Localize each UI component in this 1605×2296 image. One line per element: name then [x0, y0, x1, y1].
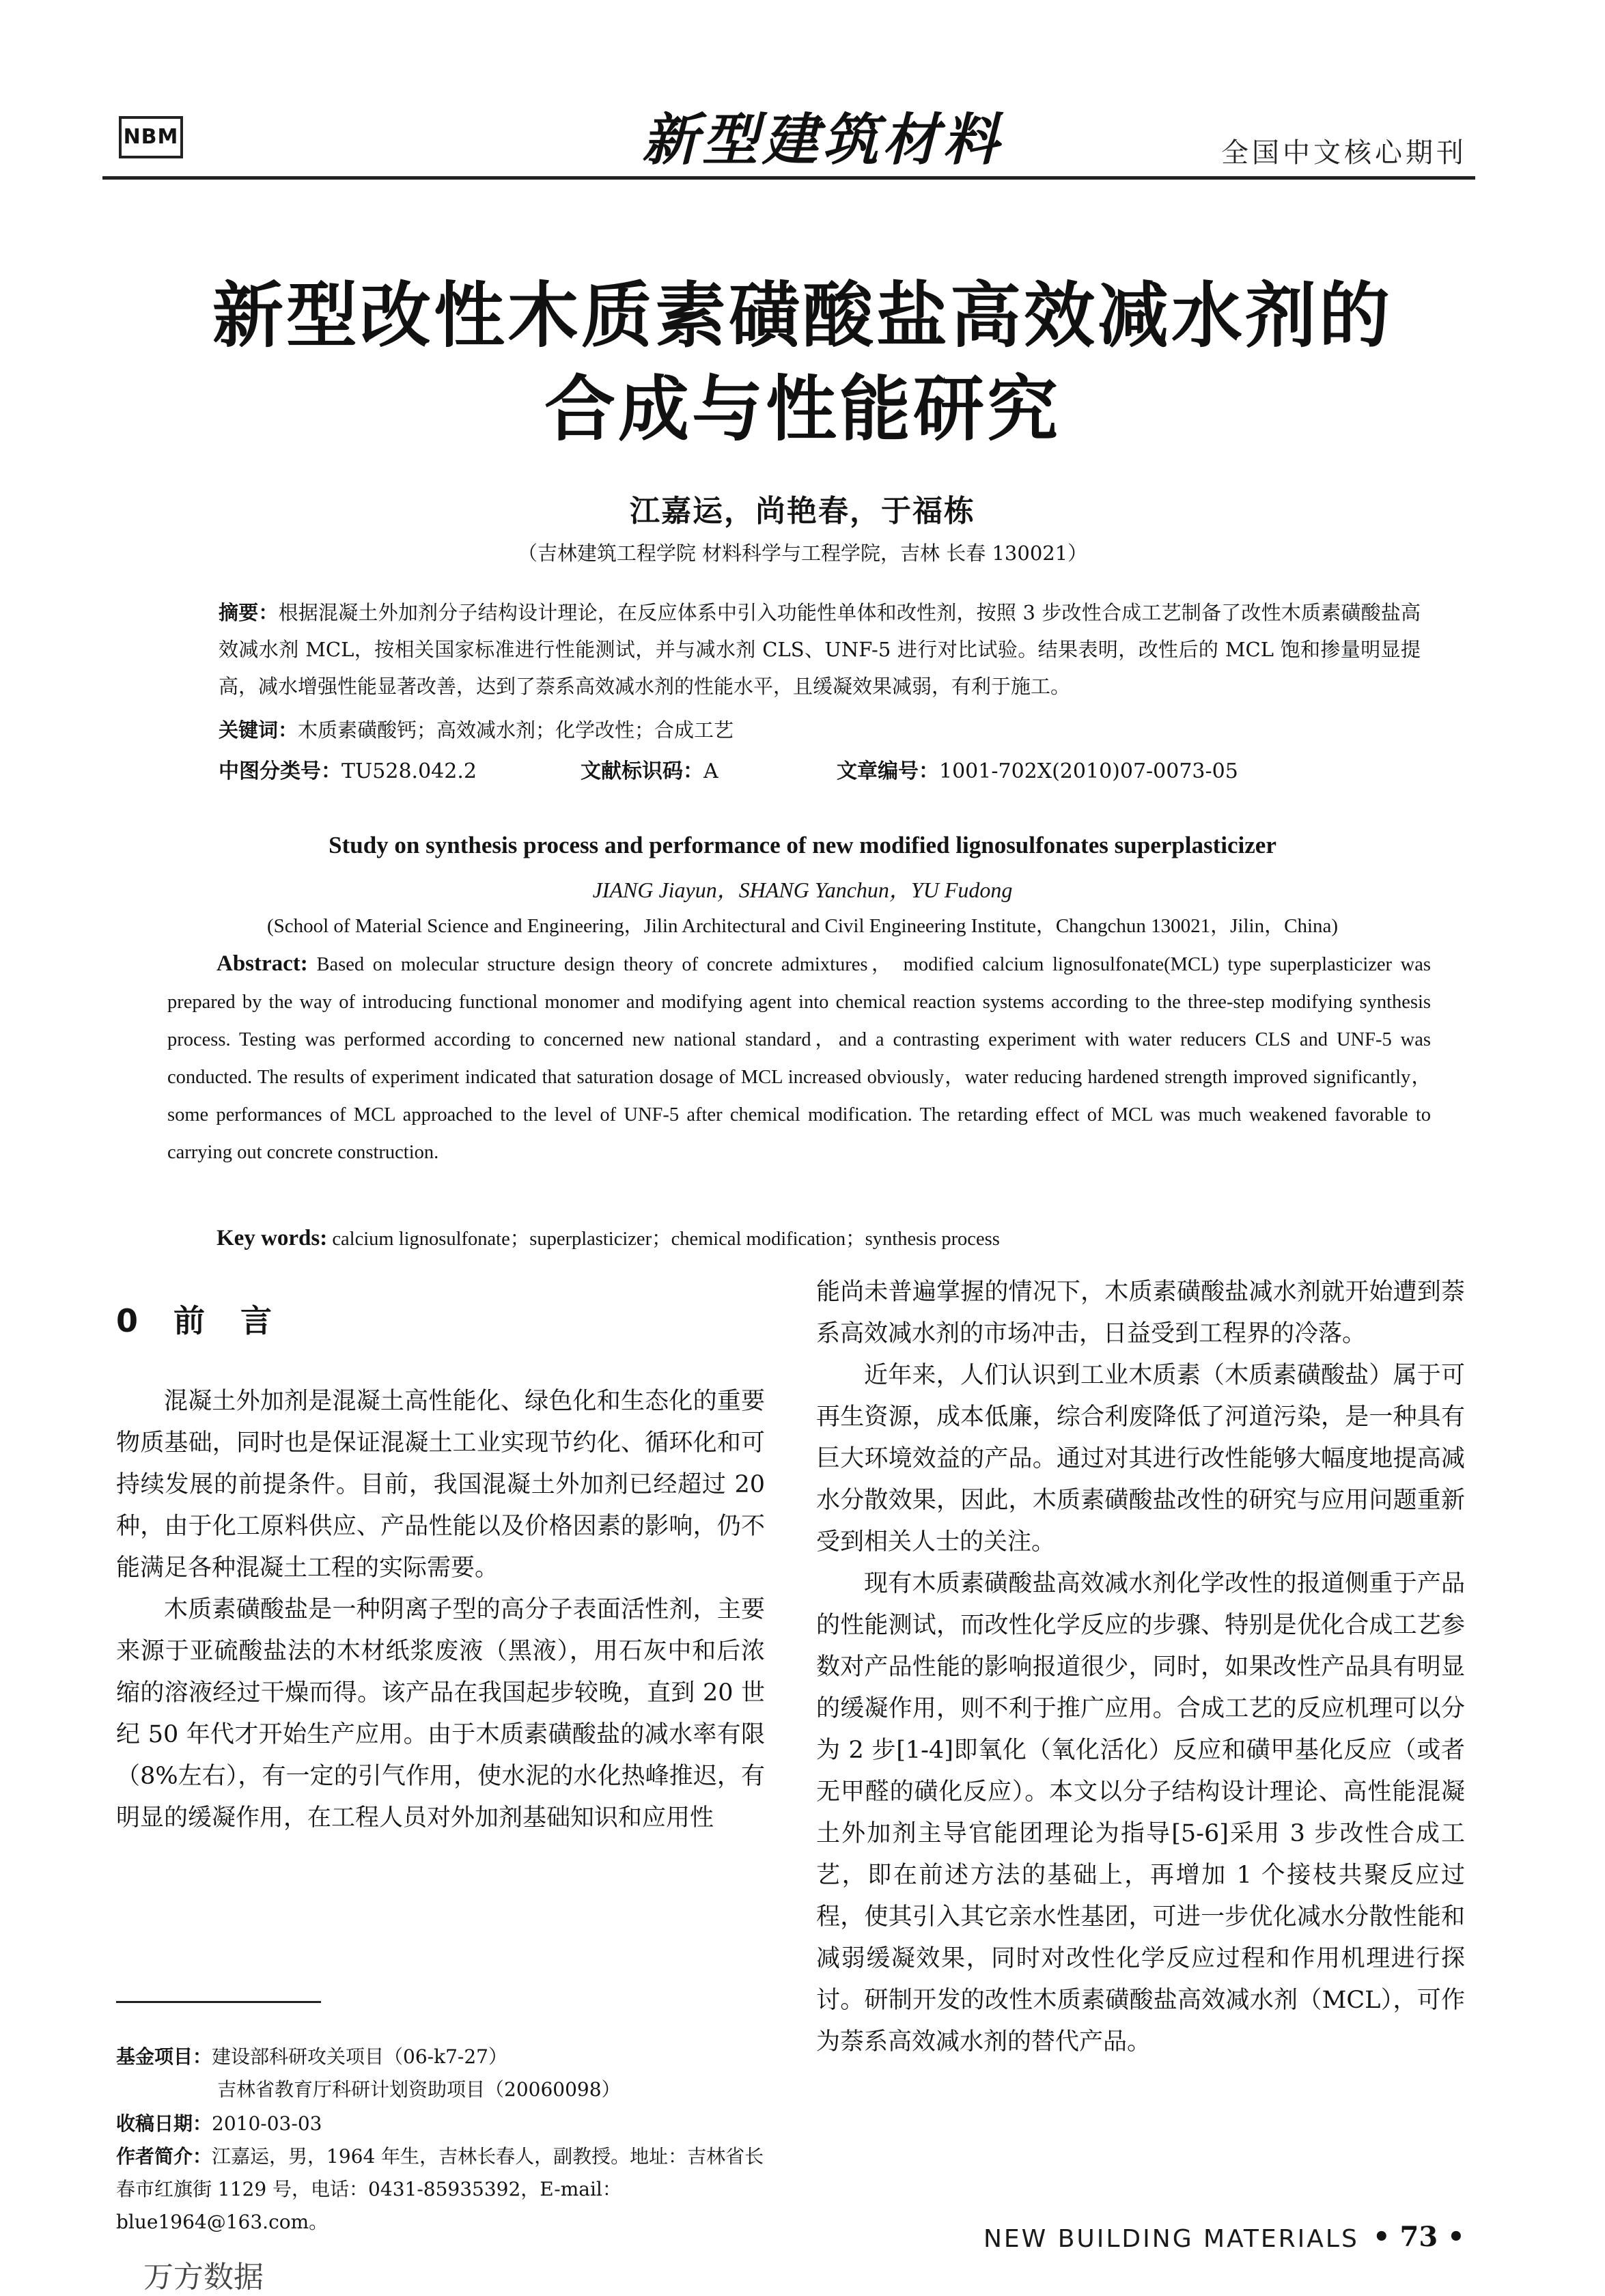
clc-label: 中图分类号： — [219, 759, 341, 783]
received-value: 2010-03-03 — [212, 2112, 322, 2135]
article-number — [837, 754, 1238, 784]
article-value: 1001-702X(2010)07-0073-05 — [939, 759, 1238, 783]
en-keywords-text: calcium lignosulfonate；superplasticizer；chemical modification；synthesis process — [332, 1229, 1000, 1250]
core-journal-label: 全国中文核心期刊 — [1221, 137, 1467, 169]
watermark: 万方数据 — [143, 2260, 264, 2295]
body-paragraph: 现有木质素磺酸盐高效减水剂化学改性的报道侧重于产品的性能测试，而改性化学反应的步骤、特别是优化合成工艺参数对产品性能的影响报道很少，同时，如果改性产品具有明显的缓凝作用，则不利于推广应用。合成工艺的反应机理可以分为 2 步[1-4]即氧化（氧化活化）反应和磺甲基化反应（或者无甲醛的磺化反应）。本文以分子结构设计理论、高性能混凝土外加剂主导官能团理论为指导[5-6]采用 3 步改性合成工艺，即在前述方法的基础上，再增加 1 个接枝共聚反应过程，使其引入其它亲水性基团，可进一步优化减水分散性能和减弱缓凝效果，同时对改性化学反应过程和作用机理进行探讨。研制开发的改性木质素磺酸盐高效减水剂（MCL），可作为萘系高效减水剂的替代产品。 — [816, 1570, 1465, 2056]
footnote-author — [116, 2140, 772, 2239]
cn-keywords — [219, 712, 1421, 748]
body-paragraph: 混凝土外加剂是混凝土高性能化、绿色化和生态化的重要物质基础，同时也是保证混凝土工业实现节约化、循环化和可持续发展的前提条件。目前，我国混凝土外加剂已经超过 20 种，由于化工原料供应、产品性能以及价格因素的影响，仍不能满足各种混凝土工程的实际需要。 — [116, 1388, 765, 1582]
fund-item-1: 建设部科研攻关项目（06-k7-27） — [212, 2045, 507, 2068]
cn-keywords-label: 关键词： — [219, 718, 298, 742]
footnote-received — [116, 2108, 772, 2140]
en-keywords-label: Key words: — [217, 1226, 328, 1250]
body-paragraph: 近年来，人们认识到工业木质素（木质素磺酸盐）属于可再生资源，成本低廉，综合利废降低了河道污染，是一种具有巨大环境效益的产品。通过对其进行改性能够大幅度地提高减水分散效果，因此，木质素磺酸盐改性的研究与应用问题重新受到相关人士的关注。 — [816, 1362, 1465, 1556]
clc-number — [219, 754, 477, 784]
en-abstract-text: Based on molecular structure design theory of concrete admixtures， modified calcium lignosulfonate(MCL) type superplasticizer was prepared by the way of introducing functional monomer and modifying agent into chemical reaction systems according to the three-step modifying synthesis process. Testing was performed according to concerned new national standard，and a contrasting experiment with water reducers CLS and UNF-5 was conducted. The results of experiment indicated that saturation dosage of MCL increased obviously，water reducing hardened strength improved significantly，some performances of MCL approached to the level of UNF-5 after chemical modification. The retarding effect of MCL was much weakened favorable to carrying out concrete construction. — [167, 954, 1432, 1163]
cn-abstract-label: 摘要： — [219, 601, 279, 624]
doc-code — [581, 754, 718, 784]
cn-abstract — [219, 594, 1421, 705]
clc-value: TU528.042.2 — [341, 759, 477, 783]
footnote-rule — [116, 2001, 321, 2003]
author-value: 江嘉运，男，1964 年生，吉林长春人，副教授。地址：吉林省长春市红旗街 1129 号，电话：0431-85935392，E-mail：blue1964@163.com。 — [116, 2145, 764, 2233]
footer-journal-name: NEW BUILDING MATERIALS — [983, 2225, 1359, 2253]
paper-title-line-2: 合成与性能研究 — [544, 367, 1061, 451]
author-label: 作者简介： — [116, 2145, 212, 2168]
cn-abstract-text: 根据混凝土外加剂分子结构设计理论，在反应体系中引入功能性单体和改性剂，按照 3 步改性合成工艺制备了改性木质素磺酸盐高效减水剂 MCL，按相关国家标准进行性能测试，并与减水剂 CLS、UNF-5 进行对比试验。结果表明，改性后的 MCL 饱和掺量明显提高，减水增强性能显著改善，达到了萘系高效减水剂的性能水平，且缓凝效果减弱，有利于施工。 — [219, 601, 1421, 698]
body-left-column — [116, 1381, 765, 1839]
fund-item-2: 吉林省教育厅科研计划资助项目（20060098） — [217, 2078, 621, 2101]
footnote-fund — [116, 2041, 772, 2073]
cn-keywords-text: 木质素磺酸钙；高效减水剂；化学改性；合成工艺 — [298, 718, 734, 742]
en-authors: JIANG Jiayun，SHANG Yanchun，YU Fudong — [592, 878, 1013, 902]
journal-title: 新型建筑材料 — [642, 107, 1003, 173]
affiliation: （吉林建筑工程学院 材料科学与工程学院，吉林 长春 130021） — [517, 542, 1088, 565]
en-affiliation: (School of Material Science and Engineering，Jilin Architectural and Civil Engineering Institute，Changchun 130021，Jilin，China) — [266, 915, 1339, 937]
en-keywords — [217, 1220, 1432, 1258]
section-heading: 0 前 言 — [116, 1302, 285, 1339]
en-title: Study on synthesis process and performance of new modified lignosulfonates superplasticizer — [329, 832, 1276, 858]
article-label: 文章编号： — [837, 759, 939, 783]
doc-value: A — [703, 759, 718, 783]
body-paragraph: 木质素磺酸盐是一种阴离子型的高分子表面活性剂，主要来源于亚硫酸盐法的木材纸浆废液（黑液），用石灰中和后浓缩的溶液经过干燥而得。该产品在我国起步较晚，直到 20 世纪 50 年代才开始生产应用。由于木质素磺酸盐的减水率有限（8%左右），有一定的引气作用，使水泥的水化热峰推迟，有明显的缓凝作用，在工程人员对外加剂基础知识和应用性 — [116, 1596, 765, 1832]
body-right-column — [816, 1272, 1465, 2063]
paper-title-line-1: 新型改性木质素磺酸盐高效减水剂的 — [212, 274, 1393, 357]
page-number: • 73 • — [1373, 2221, 1465, 2253]
journal-logo: NBM — [119, 116, 183, 158]
en-abstract — [167, 945, 1431, 1171]
doc-label: 文献标识码： — [581, 759, 703, 783]
en-abstract-label: Abstract: — [217, 951, 308, 976]
received-label: 收稿日期： — [116, 2112, 212, 2135]
authors: 江嘉运，尚艳春，于福栋 — [630, 494, 975, 529]
fund-label: 基金项目： — [116, 2045, 212, 2068]
body-paragraph: 能尚未普遍掌握的情况下，木质素磺酸盐减水剂就开始遭到萘系高效减水剂的市场冲击，日益受到工程界的冷落。 — [816, 1278, 1465, 1347]
header-rule — [102, 176, 1475, 180]
